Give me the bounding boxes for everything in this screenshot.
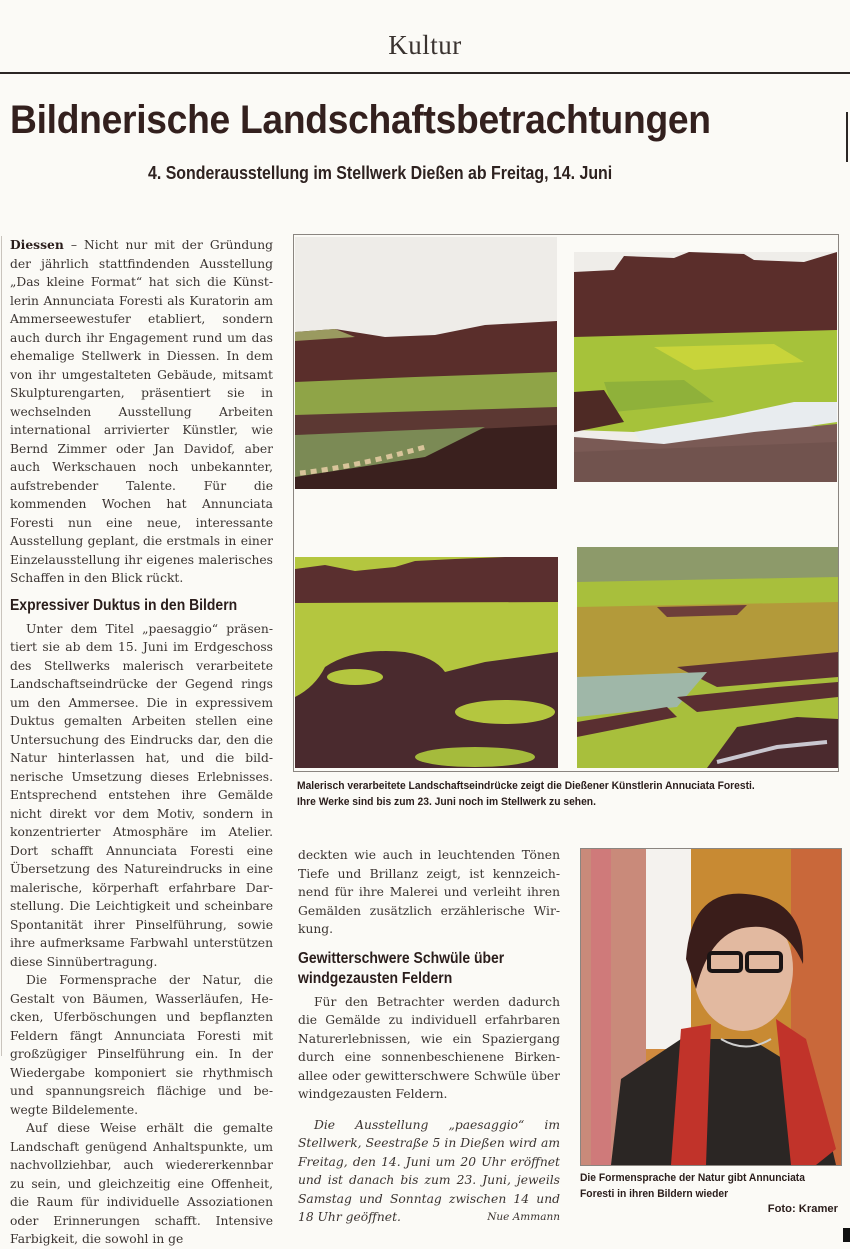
painting-3: [295, 557, 558, 768]
portrait-caption: Die Formensprache der Natur gibt Annunciata Foresti in ihren Bildern wieder: [580, 1172, 805, 1200]
intro-text: – Nicht nur mit der Gründung der jährlich stattfindenden Ausstellung „Das kleine Format“ hat sich die Künstlerin Annunciata Foresti als Kuratorin am Ammerseewestufer etabliert, sondern auch durch ihr Engagement rund um das ehemalige Stellwerk in Diessen. In dem von ihr umgestalteten Gebäude, mitsamt Skulpturengarten, präsentiert sie in wechselnden Ausstellung Arbeiten international arrivierter Künstler, wie Bernd Zimmer oder Jan Davidof, aber auch Werkschauen noch unbekannter, aufstrebender Talente. Für die kommenden Wochen hat Annunciata Foresti nun eine neue, interessante Ausstellung geplant, die erstmals in einer Einzelausstellung ihr eigenes malerisches Schaffen in den Blick rückt.: [10, 238, 273, 585]
painting-1: [295, 237, 557, 489]
paragraph-5: Für den Betrachter werden dadurch die Gemälde zu individuell erfahrbaren Naturerlebnissen, wie ein Spaziergang durch eine sonnenbeschienene Birkenallee oder gewitterschwere Schwüle über windgezausten Feldern.: [298, 994, 560, 1101]
exhibition-info-text: Die Ausstellung „paesaggio“ im Stellwerk, Seestraße 5 in Dießen wird am Freitag, den 14. Juni um 20 Uhr eröffnet und ist danach bis zum 23. Juni, jeweils Samstag und Sonntag zwischen 14 und 18 Uhr geöffnet.: [298, 1117, 560, 1224]
section-label: Kultur: [388, 30, 462, 60]
artist-portrait-photo: [580, 848, 842, 1166]
subheadline: 4. Sonderausstellung im Stellwerk Dießen ab Freitag, 14. Juni: [148, 162, 613, 183]
column-edge: [1, 236, 2, 1056]
subhead-expressive: Expressiver Duktus in den Bildern: [10, 596, 238, 614]
subhead-thunderstorm-line-2: windgezausten Feldern: [298, 969, 453, 987]
intro-paragraph: [10, 236, 273, 588]
author-byline: Nue Ammann: [487, 1211, 560, 1223]
paragraph-2: Unter dem Titel „paesaggio“ präsentiert sie ab dem 15. Juni im Erdgeschoss des Stellwerks malerisch verarbeitete Landschaftseindrücke der Gegend rings um den Ammersee. Die in expressivem Duktus gemalten Arbeiten stellen eine Untersuchung des Eindrucks dar, den die Natur hinterlassen hat, und die bildnerische Umsetzung dieses Erlebnisses. Entsprechend entstehen ihre Gemälde nicht direkt vor dem Motiv, sondern in konzentrierter Atmosphäre im Atelier. Dort schafft Annunciata Foresti eine Übersetzung des Natureindrucks in eine malerische, körperhaft erfahrbare Darstellung. Die Leichtigkeit und scheinbare Spontanität ihrer Pinselführung, sowie ihre aufmerksame Farbwahl unterstützen diese Sinnübertragung.: [10, 621, 273, 969]
paragraph-4-continued: deckten wie auch in leuchtenden Tönen Tiefe und Brillanz zeigt, ist kennzeichnend für ihre Malerei und verleiht ihren Gemälden zusätzlich erzählerische Wirkung.: [298, 848, 560, 936]
photo-credit: Foto: Kramer: [767, 1203, 838, 1215]
paragraph-3: Die Formensprache der Natur, die Gestalt von Bäumen, Wasserläufen, Hecken, Uferböschungen und bepflanzten Feldern fängt Annunciata Foresti mit großzügiger Pinselführung ein. In der Wiedergabe komponiert sie rhythmisch und spannungsreich flächige und bewegte Bildelemente.: [10, 973, 273, 1117]
paintings-caption-line-1: Malerisch verarbeitete Landschaftseindrücke zeigt die Dießener Künstlerin Annuciata Foresti.: [297, 780, 755, 792]
article-column-2: [298, 846, 560, 1227]
paragraph-4: Auf diese Weise erhält die gemalte Landschaft genügend Anhaltspunkte, um nachvollziehbar, auch wiedererkennbar zu sein, und gleichzeitig eine Offenheit, die Raum für individuelle Assoziationen oder Erinnerungen schafft. Intensive Farbigkeit, die sowohl in ge: [10, 1121, 273, 1246]
dateline: Diessen: [10, 237, 64, 252]
end-mark: [843, 1228, 850, 1242]
section-rule: [0, 72, 850, 74]
subhead-thunderstorm-line-1: Gewitterschwere Schwüle über: [298, 949, 505, 967]
paintings-caption-line-2: Ihre Werke sind bis zum 23. Juni noch im Stellwerk zu sehen.: [297, 796, 596, 808]
painting-2: [574, 252, 837, 482]
painting-4: [577, 547, 838, 768]
subhead-thunderstorm: [298, 949, 534, 989]
paintings-caption: [297, 778, 801, 810]
page-edge-mark: [846, 112, 848, 162]
exhibition-info: [298, 1116, 560, 1227]
headline: Bildnerische Landschaftsbetrachtungen: [10, 98, 711, 142]
article-column-1: [10, 236, 273, 1249]
